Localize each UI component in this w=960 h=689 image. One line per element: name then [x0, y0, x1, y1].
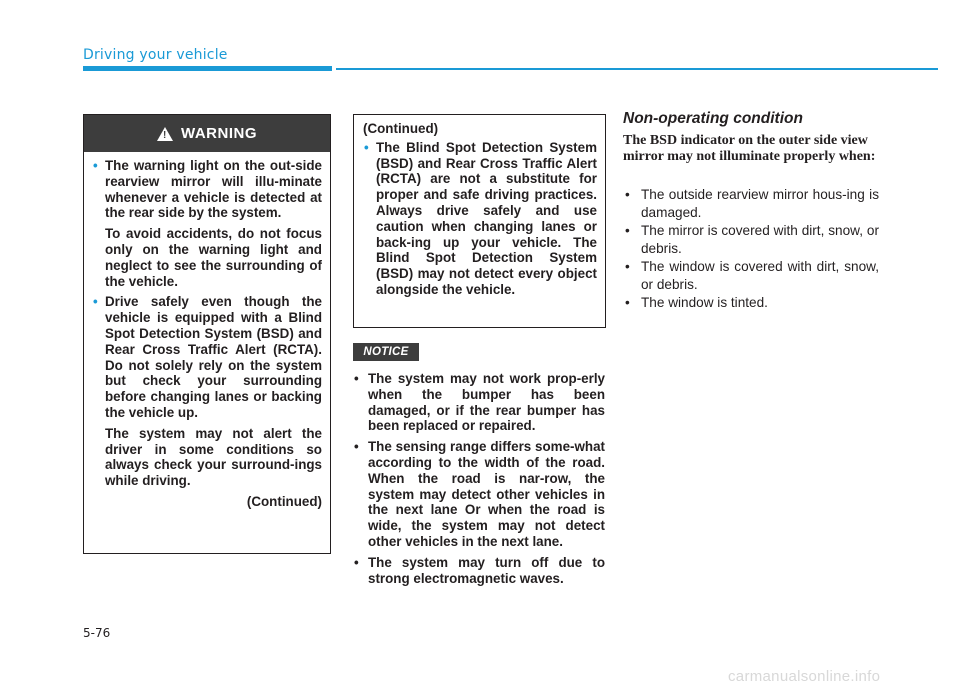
- header-rule-thin: [336, 68, 938, 70]
- warning-paragraph: To avoid accidents, do not focus only on the warning light and neglect to see the surrounding of the vehicle.: [105, 226, 322, 289]
- continued-label: (Continued): [363, 121, 439, 136]
- notice-item: • The system may not work prop-erly when the bumper has been damaged, or if the rear bumper has been replaced or repaired.: [354, 371, 605, 434]
- warning-header: [84, 115, 330, 152]
- continued-box: [353, 114, 606, 328]
- notice-list: [353, 371, 605, 591]
- warning-box: [83, 114, 331, 554]
- warning-paragraph: • Drive safely even though the vehicle is equipped with a Blind Spot Detection System (BSD) and Rear Cross Traffic Alert (RCTA). Do not solely rely on the system but check your surrounding before changing lanes or backing the vehicle up.: [93, 294, 322, 420]
- notice-item: • The system may turn off due to strong electromagnetic waves.: [354, 554, 605, 586]
- page-number: 5-76: [83, 626, 111, 640]
- notice-badge: NOTICE: [353, 343, 419, 361]
- notice-item: • The sensing range differs some-what according to the width of the road. When the road is nar-row, the system may detect other vehicles in the next lane Or when the road is wide, the system may not detect other vehicles in the next lane.: [354, 439, 605, 549]
- section-title: Driving your vehicle: [83, 47, 228, 63]
- list-item: • The mirror is covered with dirt, snow, or debris.: [625, 223, 879, 256]
- warning-continued: (Continued): [246, 493, 322, 509]
- list-item: • The outside rearview mirror hous-ing is damaged.: [625, 187, 879, 220]
- warning-triangle-icon: !: [157, 127, 173, 141]
- warning-title: WARNING: [181, 125, 257, 142]
- non-operating-heading: Non-operating condition: [623, 110, 803, 127]
- continued-paragraph: • The Blind Spot Detection System (BSD) and Rear Cross Traffic Alert (RCTA) are not a substitute for proper and safe driving practices. Always drive safely and use caution when changing lanes or back-ing up your vehicle. The Blind Spot Detection System (BSD) may not detect every object alongside the vehicle.: [364, 139, 597, 297]
- header-rule-thick: [83, 66, 332, 71]
- warning-body: [84, 152, 330, 510]
- warning-paragraph: The system may not alert the driver in some conditions so always check your surround-ings while driving.: [105, 425, 322, 489]
- non-operating-subheading: The BSD indicator on the outer side view mirror may not illuminate properly when:: [623, 133, 876, 164]
- list-item: • The window is covered with dirt, snow, or debris.: [625, 259, 879, 292]
- list-item: • The window is tinted.: [625, 295, 768, 310]
- warning-paragraph: • The warning light on the out-side rearview mirror will illu-minate whenever a vehicle is detected at the rear side by the system.: [93, 158, 322, 221]
- watermark[interactable]: carmanualsonline.info: [728, 668, 881, 685]
- non-operating-list: [623, 186, 879, 313]
